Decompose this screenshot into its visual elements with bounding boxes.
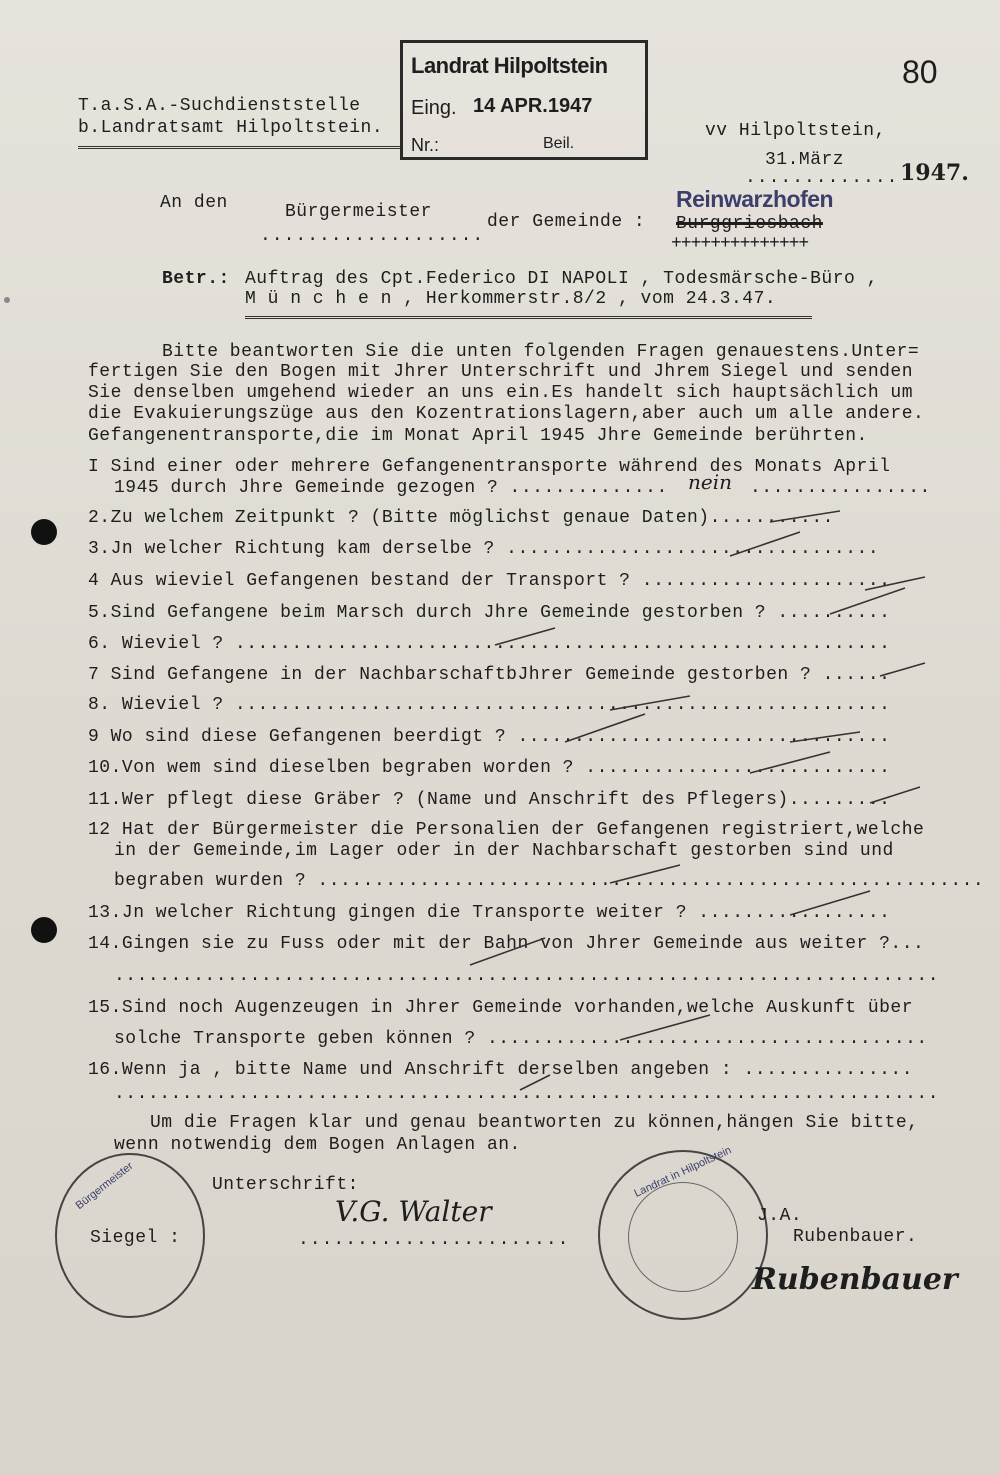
date-dots: ............. (745, 168, 899, 188)
question-1-line-2: 1945 durch Jhre Gemeinde gezogen ? .............. (114, 478, 668, 498)
pencil-stroke-15 (620, 1015, 710, 1040)
question-9: 9 Wo sind diese Gefangenen beerdigt ? ................................. (88, 727, 891, 747)
question-12-line-3: begraben wurden ? ........................................................... (114, 871, 985, 891)
question-11: 11.Wer pflegt diese Gräber ? (Name und Anschrift des Pflegers)......... (88, 790, 891, 810)
subject-line-1: Auftrag des Cpt.Federico DI NAPOLI , Todesmärsche-Büro , (245, 269, 878, 289)
address-to: An den (160, 193, 228, 213)
question-10: 10.Von wem sind dieselben begraben worden ? ........................... (88, 758, 891, 778)
date: 31.März (765, 150, 845, 170)
intro-line-2: fertigen Sie den Bogen mit Jhrer Unterschrift und Jhrem Siegel und senden (88, 362, 914, 382)
pencil-stroke-9 (565, 714, 645, 742)
question-5: 5.Sind Gefangene beim Marsch durch Jhre Gemeinde gestorben ? .......... (88, 603, 891, 623)
question-16-line-2: ......................................................................... (114, 1084, 940, 1104)
question-1-line-1: I Sind einer oder mehrere Gefangenentransporte während des Monats April (88, 457, 891, 477)
signature-left: V.G. Walter (335, 1195, 492, 1228)
gemeinde-struck: Burggriesbach (676, 214, 823, 234)
signature-right: Rubenbauer (752, 1262, 958, 1297)
gemeinde-stamp: Reinwarzhofen (676, 186, 834, 212)
question-1-dots: ................ (750, 478, 931, 498)
question-2: 2.Zu welchem Zeitpunkt ? (Bitte möglichst genaue Daten)........... (88, 508, 834, 528)
pencil-stroke-7 (880, 663, 925, 676)
place: vv Hilpoltstein, (705, 121, 886, 141)
intro-line-5: Gefangenentransporte,die im Monat April 1945 Jhre Gemeinde berührten. (88, 426, 868, 446)
office-line-2: b.Landratsamt Hilpoltstein. (78, 118, 384, 138)
question-7: 7 Sind Gefangene in der NachbarschaftbJhrer Gemeinde gestorben ? ...... (88, 665, 891, 685)
doc-number: 80 (902, 54, 938, 90)
pencil-stroke-16 (520, 1075, 550, 1090)
pencil-stroke-6 (495, 628, 555, 645)
stamp-date: 14 APR.1947 (473, 95, 593, 117)
role-dots: ................... (260, 226, 485, 246)
closing-line-2: wenn notwendig dem Bogen Anlagen an. (114, 1135, 521, 1155)
stamp-eing-label: Eing. (411, 97, 457, 119)
seal-left-text: Bürgermeister (73, 1160, 136, 1212)
address-of: der Gemeinde : (487, 212, 646, 232)
gemeinde-underline: ++++++++++++++ (671, 234, 809, 254)
subject-line-2: M ü n c h e n , Herkommerstr.8/2 , vom 24.3.47. (245, 289, 777, 309)
pencil-stroke-4 (865, 577, 925, 590)
pencil-stroke-11 (870, 787, 920, 803)
question-16-line-1: 16.Wenn ja , bitte Name und Anschrift derselben angeben : ............... (88, 1060, 914, 1080)
pencil-stroke-14 (470, 938, 545, 965)
question-6: 6. Wieviel ? .......................................................... (88, 634, 891, 654)
pencil-stroke-12 (610, 865, 680, 883)
year: 1947. (900, 160, 969, 186)
pencil-stroke-13 (790, 891, 870, 915)
question-1-answer: nein (688, 470, 732, 494)
pencil-stroke-8 (610, 696, 690, 710)
intro-line-4: die Evakuierungszüge aus den Kozentrationslagern,aber auch um alle andere. (88, 404, 925, 424)
question-8: 8. Wieviel ? .......................................................... (88, 695, 891, 715)
question-15-line-2: solche Transporte geben können ? ....................................... (114, 1029, 928, 1049)
pencil-stroke-10 (750, 752, 830, 773)
office-line-1: T.a.S.A.-Suchdienststelle (78, 96, 361, 116)
signer-name: Rubenbauer. (793, 1227, 918, 1247)
question-14-line-1: 14.Gingen sie zu Fuss oder mit der Bahn von Jhrer Gemeinde aus weiter ?... (88, 934, 925, 954)
stamp-nr-label: Nr.: (411, 135, 440, 155)
seal-right-text: Landrat in Hilpoltstein (632, 1144, 734, 1200)
subject-label: Betr.: (162, 269, 230, 289)
question-3: 3.Jn welcher Richtung kam derselbe ? ................................. (88, 539, 880, 559)
pencil-stroke-9b (790, 732, 860, 742)
question-4: 4 Aus wieviel Gefangenen bestand der Transport ? ...................... (88, 571, 891, 591)
question-13: 13.Jn welcher Richtung gingen die Transporte weiter ? ................. (88, 903, 891, 923)
question-15-line-1: 15.Sind noch Augenzeugen in Jhrer Gemeinde vorhanden,welche Auskunft über (88, 998, 914, 1018)
question-12-line-1: 12 Hat der Bürgermeister die Personalien der Gefangenen registriert,welche (88, 820, 925, 840)
question-12-line-2: in der Gemeinde,im Lager oder in der Nachbarschaft gestorben sind und (114, 841, 894, 861)
pencil-stroke-3 (730, 532, 800, 556)
unterschrift-label: Unterschrift: (212, 1175, 359, 1195)
intro-line-1: Bitte beantworten Sie die unten folgenden Fragen genauestens.Unter= (162, 342, 920, 362)
pencil-stroke-2 (770, 511, 840, 522)
stamp-title: Landrat Hilpoltstein (411, 53, 608, 78)
closing-line-1: Um die Fragen klar und genau beantworten zu können,hängen Sie bitte, (150, 1113, 919, 1133)
siegel-label: Siegel : (90, 1228, 181, 1248)
address-role: Bürgermeister (285, 202, 432, 222)
stamp-beil-label: Beil. (543, 135, 575, 152)
intro-line-3: Sie denselben umgehend wieder an uns ein.Es handelt sich hauptsächlich um (88, 383, 914, 403)
signature-dots: ....................... (298, 1230, 570, 1250)
ia-label: J.A. (757, 1206, 803, 1226)
pencil-stroke-5 (830, 588, 905, 614)
question-14-line-2: ......................................................................... (114, 966, 940, 986)
